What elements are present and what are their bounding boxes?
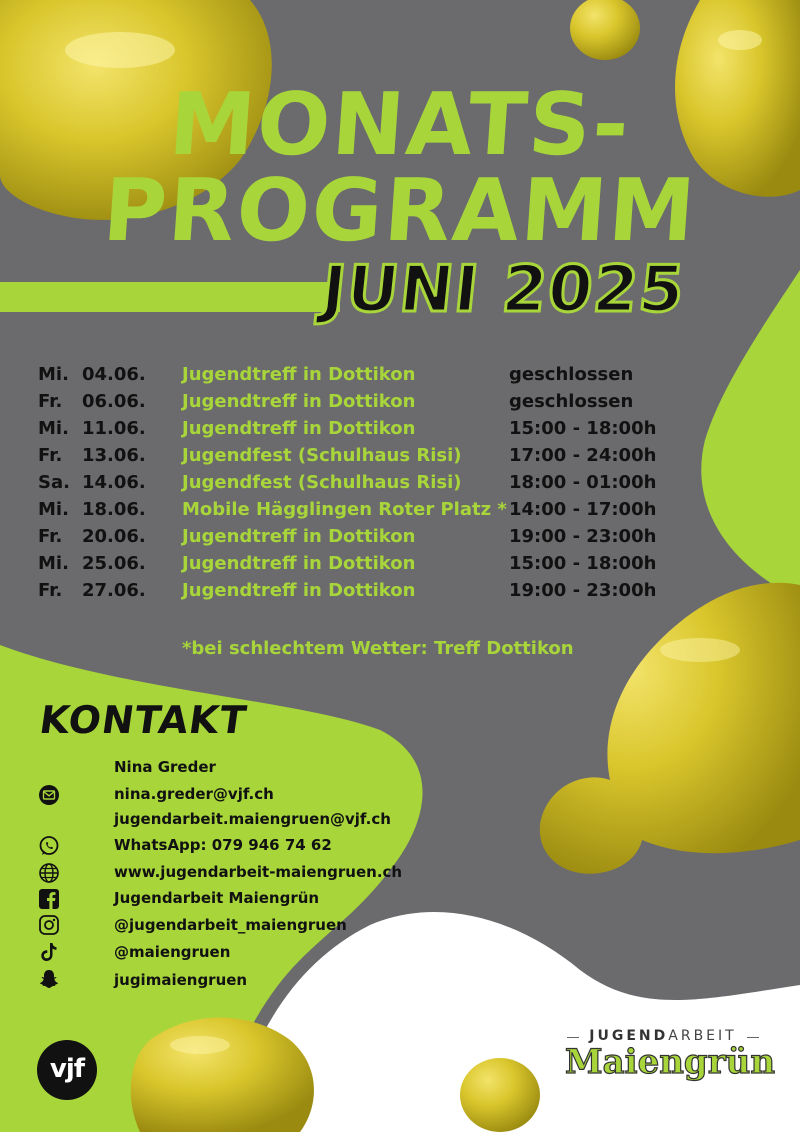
row-time: geschlossen [509, 364, 634, 385]
tiktok-icon [38, 941, 60, 963]
row-date: 04.06. [82, 364, 146, 385]
row-date: 06.06. [82, 391, 146, 412]
logo-rule-right [747, 1037, 759, 1038]
row-time: geschlossen [509, 391, 634, 412]
row-day: Mi. [38, 499, 69, 520]
row-event: Jugendtreff in Dottikon [182, 553, 416, 574]
contact-name: Nina Greder [114, 758, 216, 776]
logo-suffix: ARBEIT [668, 1028, 737, 1044]
title-line-2: PROGRAMM [100, 161, 700, 261]
contact-whatsapp[interactable]: WhatsApp: 079 946 74 62 [114, 836, 332, 854]
contact-facebook[interactable]: Jugendarbeit Maiengrün [114, 889, 320, 907]
row-event: Jugendtreff in Dottikon [182, 580, 416, 601]
row-day: Mi. [38, 418, 69, 439]
row-time: 19:00 - 23:00h [509, 580, 657, 601]
snapchat-icon [38, 968, 60, 990]
facebook-icon [38, 888, 60, 910]
email-icon [38, 784, 60, 806]
weather-footnote: *bei schlechtem Wetter: Treff Dottikon [182, 638, 574, 659]
row-date: 18.06. [82, 499, 146, 520]
row-event: Jugendtreff in Dottikon [182, 364, 416, 385]
row-day: Mi. [38, 364, 69, 385]
contact-tiktok[interactable]: @maiengruen [114, 943, 231, 961]
instagram-icon [38, 914, 60, 936]
row-date: 11.06. [82, 418, 146, 439]
logo-name: Maiengrün [565, 1042, 776, 1082]
maiengruen-logo [565, 1028, 776, 1094]
row-day: Fr. [38, 445, 63, 466]
row-day: Mi. [38, 553, 69, 574]
contact-instagram[interactable]: @jugendarbeit_maiengruen [114, 916, 347, 934]
vjf-logo: vjf [37, 1040, 97, 1100]
row-day: Fr. [38, 580, 63, 601]
contact-website[interactable]: www.jugendarbeit-maiengruen.ch [114, 863, 403, 881]
row-day: Fr. [38, 526, 63, 547]
accent-bar [0, 282, 340, 312]
row-day: Sa. [38, 472, 70, 493]
row-date: 20.06. [82, 526, 146, 547]
row-event: Jugendtreff in Dottikon [182, 391, 416, 412]
logo-prefix: JUGEND [589, 1028, 669, 1044]
row-time: 19:00 - 23:00h [509, 526, 657, 547]
row-date: 27.06. [82, 580, 146, 601]
row-date: 25.06. [82, 553, 146, 574]
whatsapp-icon [38, 835, 60, 857]
row-time: 15:00 - 18:00h [509, 418, 657, 439]
row-event: Jugendfest (Schulhaus Risi) [182, 445, 462, 466]
globe-icon [38, 862, 60, 884]
contact-email[interactable]: nina.greder@vjf.ch [114, 785, 274, 803]
row-time: 15:00 - 18:00h [509, 553, 657, 574]
row-date: 14.06. [82, 472, 146, 493]
contact-snapchat[interactable]: jugimaiengruen [114, 971, 248, 989]
row-event: Jugendfest (Schulhaus Risi) [182, 472, 462, 493]
contact-heading: KONTAKT [36, 698, 250, 742]
month-title: JUNI 2025 [318, 253, 689, 327]
row-time: 17:00 - 24:00h [509, 445, 657, 466]
row-event: Jugendtreff in Dottikon [182, 418, 416, 439]
title-line-1: MONATS- [166, 75, 634, 175]
row-day: Fr. [38, 391, 63, 412]
row-event: Mobile Hägglingen Roter Platz * [182, 499, 507, 520]
row-time: 14:00 - 17:00h [509, 499, 657, 520]
contact-email-alt[interactable]: jugendarbeit.maiengruen@vjf.ch [114, 810, 391, 828]
row-date: 13.06. [82, 445, 146, 466]
row-event: Jugendtreff in Dottikon [182, 526, 416, 547]
row-time: 18:00 - 01:00h [509, 472, 657, 493]
